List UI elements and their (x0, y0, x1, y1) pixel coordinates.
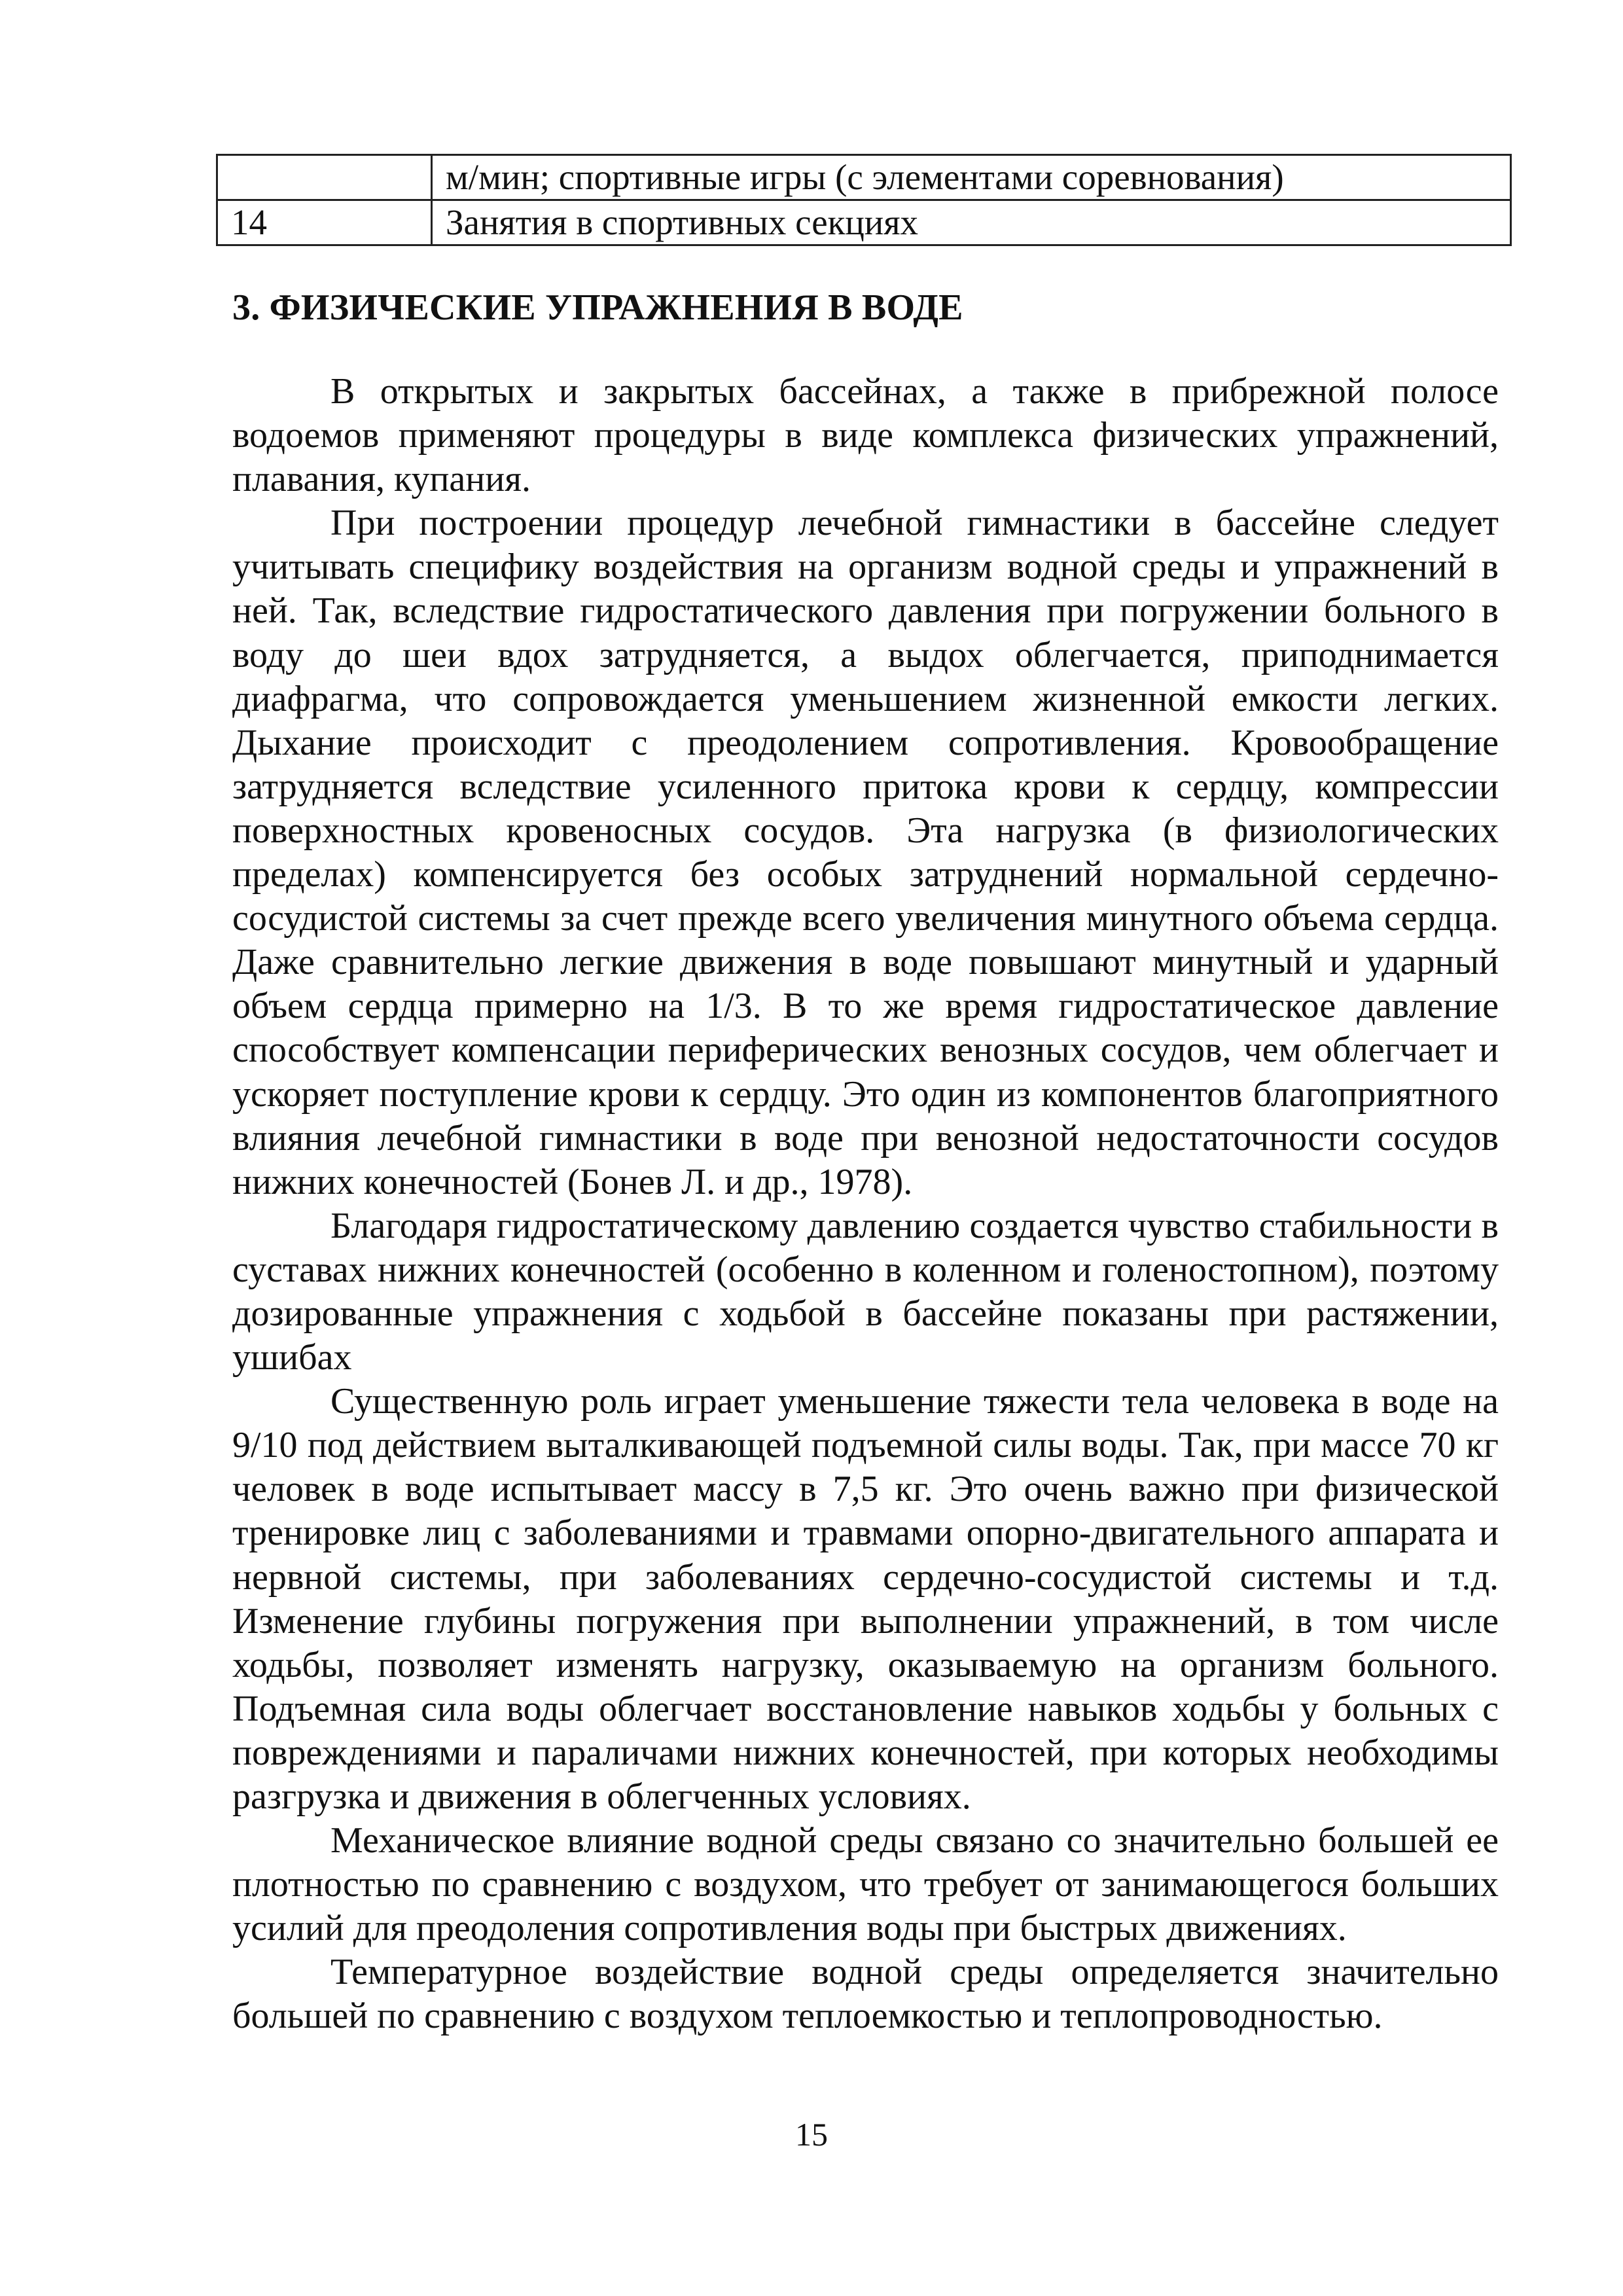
paragraph: В открытых и закрытых бассейнах, а также в прибрежной полосе водоемов применяют процедуры в виде комплекса физических упражнений, плавания, купания. (232, 371, 1499, 500)
table-row (217, 155, 1511, 200)
page-number: 15 (795, 2116, 828, 2153)
table-cell-number (217, 155, 432, 200)
paragraph: При построении процедур лечебной гимнастики в бассейне следует учитывать специфику воздействия на организм водной среды и упражнений в ней. Так, вследствие гидростатического давления при погружении больного в воду до шеи вдох затрудняется, а выдох облегчается, приподнимается диафрагма, что сопровождается уменьшением жизненной емкости легких. Дыхание происходит с преодолением сопротивления. Кровообращение затрудняется вследствие усиленного притока крови к сердцу, компрессии поверхностных кровеносных сосудов. Эта нагрузка (в физиологических пределах) компенсируется без особых затруднений нормальной сердечно-сосудистой системы за счет прежде всего увеличения минутного объема сердца. Даже сравнительно легкие движения в воде повышают минутный и ударный объем сердца примерно на 1/3. В то же время гидростатическое давление способствует компенсации периферических венозных сосудов, чем облегчает и ускоряет поступление крови к сердцу. Это один из компонентов благоприятного влияния лечебной гимнастики в воде при венозной недостаточности сосудов нижних конечностей (Бонев Л. и др., 1978). (232, 503, 1499, 1202)
paragraph: Существенную роль играет уменьшение тяжести тела человека в воде на 9/10 под действием выталкивающей подъемной силы воды. Так, при массе 70 кг человек в воде испытывает массу в 7,5 кг. Это очень важно при физической тренировке лиц с заболеваниями и травмами опорно-двигательного аппарата и нервной системы, при заболеваниях сердечно-сосудистой системы и т.д. Изменение глубины погружения при выполнении упражнений, в том числе ходьбы, позволяет изменять нагрузку, оказываемую на организм больного. Подъемная сила воды облегчает восстановление навыков ходьбы у больных с повреждениями и параличами нижних конечностей, при которых необходимы разгрузка и движения в облегченных условиях. (232, 1381, 1499, 1817)
table-cell-text: м/мин; спортивные игры (с элементами соревнования) (432, 155, 1511, 200)
table-cell-text: Занятия в спортивных секциях (432, 200, 1511, 245)
paragraph: Механическое влияние водной среды связано со значительно большей ее плотностью по сравнению с воздухом, что требует от занимающегося больших усилий для преодоления сопротивления воды при быстрых движениях. (232, 1820, 1499, 1949)
section-body (232, 370, 1499, 2039)
paragraph: Благодаря гидростатическому давлению создается чувство стабильности в суставах нижних конечностей (особенно в коленном и голеностопном), поэтому дозированные упражнения с ходьбой в бассейне показаны при растяжении, ушибах (232, 1205, 1499, 1378)
table-cell-number: 14 (217, 200, 432, 245)
activity-table (216, 154, 1512, 246)
section-heading: 3. ФИЗИЧЕСКИЕ УПРАЖНЕНИЯ В ВОДЕ (232, 287, 963, 328)
table-row (217, 200, 1511, 245)
paragraph: Температурное воздействие водной среды определяется значительно большей по сравнению с воздухом теплоемкостью и теплопроводностью. (232, 1952, 1499, 2037)
